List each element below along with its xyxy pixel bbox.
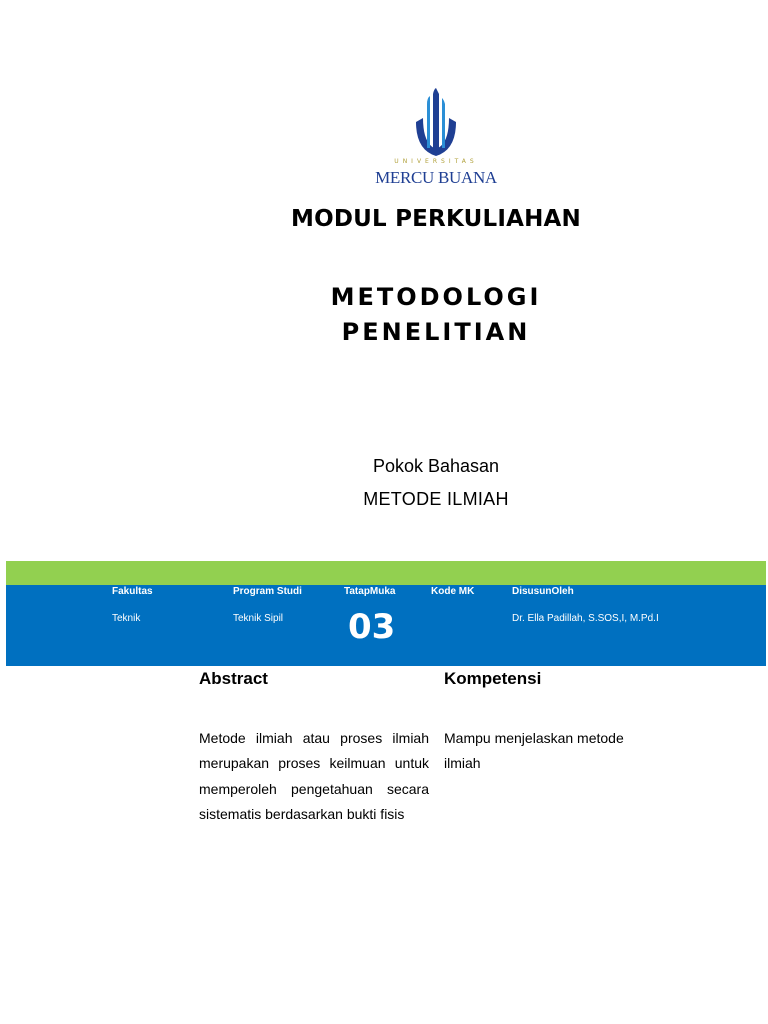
disusun-oleh-header: DisusunOleh [512, 586, 574, 597]
topic-value: METODE ILMIAH [363, 489, 509, 509]
abstract-text: Metode ilmiah atau proses ilmiah merupakan proses keilmuan untuk memperoleh pengetahuan secara sistematis berdasarkan bukti fisis [199, 730, 429, 822]
module-title: MODUL PERKULIAHAN [291, 206, 581, 232]
tatap-muka-header: TatapMuka [344, 586, 396, 597]
fakultas-value: Teknik [112, 613, 141, 624]
tatap-muka-value: 03 [348, 607, 396, 647]
logo-universitas-text: UNIVERSITAS [394, 158, 478, 165]
kode-mk-header: Kode MK [431, 586, 475, 597]
mercu-buana-emblem-icon [368, 88, 504, 158]
topic-label: Pokok Bahasan [372, 456, 500, 476]
course-title-line-1: METODOLOGI [330, 283, 542, 311]
disusun-oleh-value: Dr. Ella Padillah, S.SOS,I, M.Pd.I [512, 613, 659, 624]
kompetensi-heading: Kompetensi [444, 669, 542, 688]
logo-university-name: MERCU BUANA [375, 168, 497, 187]
course-title [0, 280, 768, 350]
abstract-heading: Abstract [199, 669, 268, 688]
kompetensi-text: Mampu menjelaskan metode ilmiah [444, 730, 624, 772]
program-studi-header: Program Studi [233, 586, 302, 597]
course-title-line-2: PENELITIAN [341, 318, 531, 346]
university-logo [368, 88, 504, 194]
program-studi-value: Teknik Sipil [233, 613, 284, 624]
info-bar-green-strip [6, 561, 766, 585]
fakultas-header: Fakultas [112, 586, 153, 597]
